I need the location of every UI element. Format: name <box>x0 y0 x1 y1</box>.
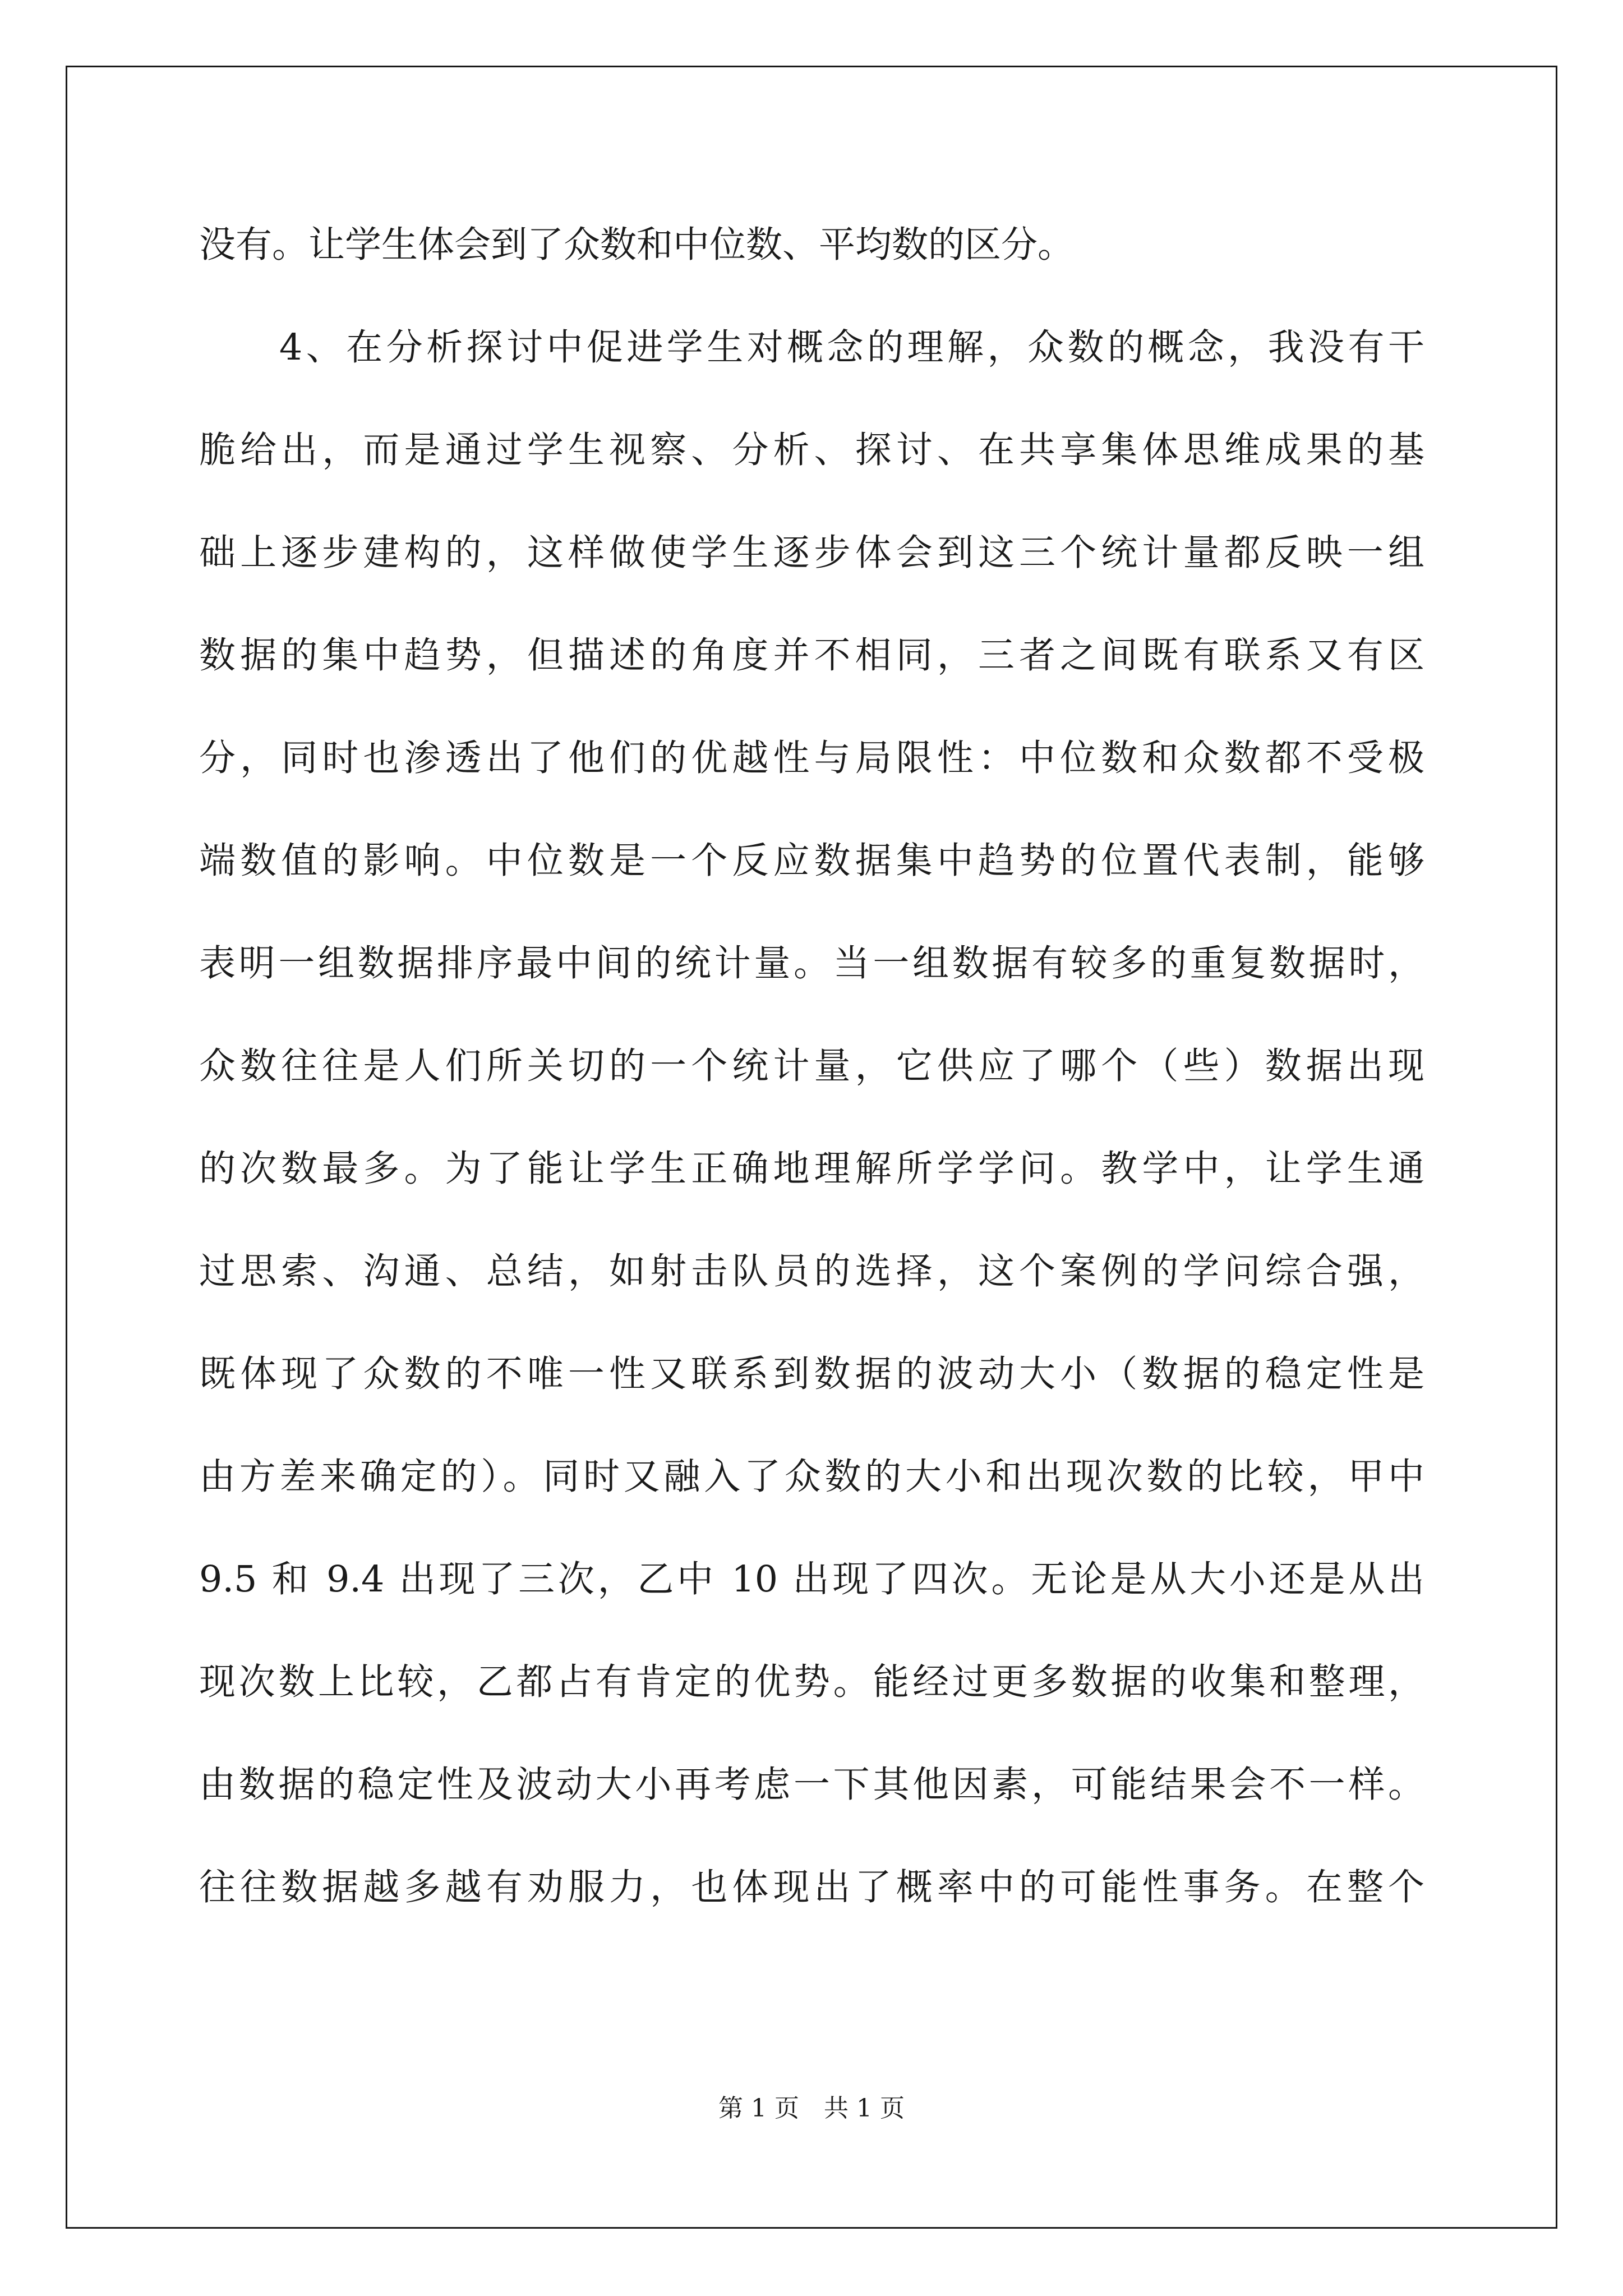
text-line: 众数往往是人们所关切的一个统计量，它供应了哪个（些）数据出现 <box>199 1045 1424 1087</box>
text-line: 分，同时也渗透出了他们的优越性与局限性：中位数和众数都不受极 <box>199 737 1424 779</box>
text-line: 础上逐步建构的，这样做使学生逐步体会到这三个统计量都反映一组 <box>199 532 1424 574</box>
text-line: 的次数最多。为了能让学生正确地理解所学学问。教学中，让学生通 <box>199 1148 1424 1190</box>
text-line: 过思索、沟通、总结，如射击队员的选择，这个案例的学问综合强， <box>199 1250 1424 1292</box>
text-line: 现次数上比较，乙都占有肯定的优势。能经过更多数据的收集和整理， <box>199 1661 1424 1703</box>
text-line: 9.5 和 9.4 出现了三次，乙中 10 出现了四次。无论是从大小还是从出 <box>199 1558 1424 1600</box>
text-line: 没有。让学生体会到了众数和中位数、平均数的区分。 <box>199 224 1075 266</box>
text-line: 数据的集中趋势，但描述的角度并不相同，三者之间既有联系又有区 <box>199 634 1424 677</box>
text-line: 端数值的影响。中位数是一个反应数据集中趋势的位置代表制，能够 <box>199 840 1424 882</box>
text-line: 由方差来确定的）。同时又融入了众数的大小和出现次数的比较，甲中 <box>199 1456 1424 1498</box>
text-line: 表明一组数据排序最中间的统计量。当一组数据有较多的重复数据时， <box>199 942 1424 984</box>
document-body <box>199 194 1424 1939</box>
text-line: 往往数据越多越有劝服力，也体现出了概率中的可能性事务。在整个 <box>199 1866 1424 1908</box>
text-line: 由数据的稳定性及波动大小再考虑一下其他因素，可能结果会不一样。 <box>199 1764 1424 1806</box>
text-line: 4、在分析探讨中促进学生对概念的理解，众数的概念，我没有干 <box>199 326 1424 369</box>
page-number-footer: 第 1 页 共 1 页 <box>718 2094 905 2123</box>
text-line: 脆给出，而是通过学生视察、分析、探讨、在共享集体思维成果的基 <box>199 429 1424 471</box>
text-line: 既体现了众数的不唯一性又联系到数据的波动大小（数据的稳定性是 <box>199 1353 1424 1395</box>
